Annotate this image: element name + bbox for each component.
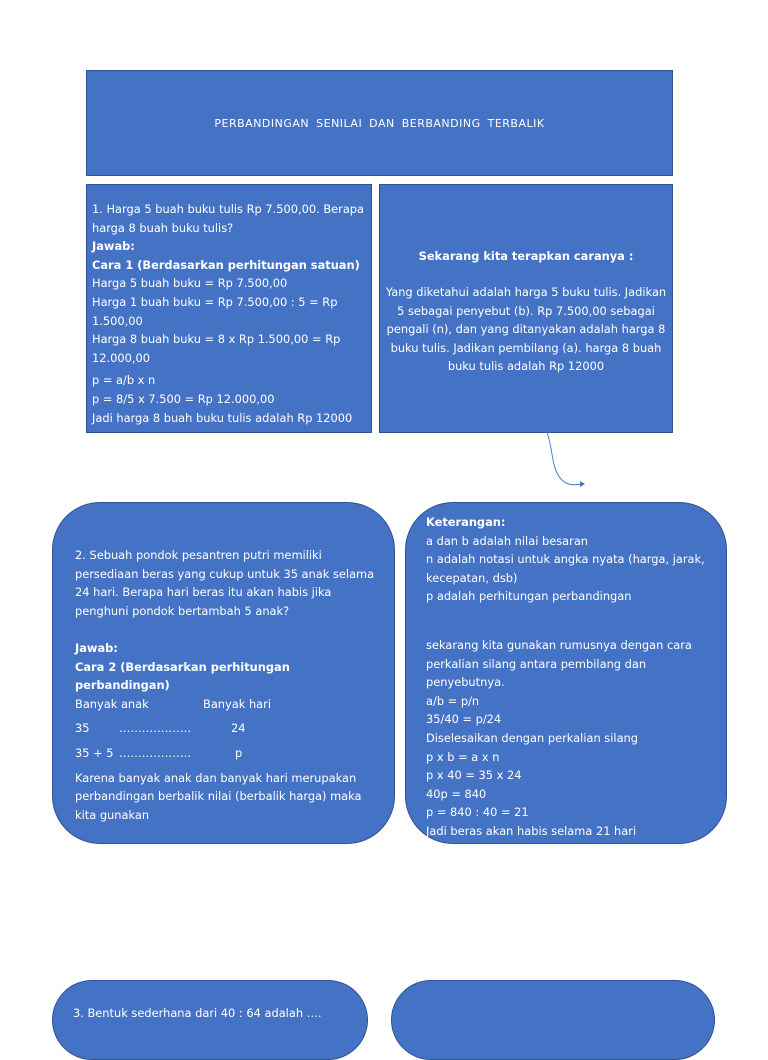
formula-line: p = 840 : 40 = 21 — [426, 805, 529, 820]
calc-line: Harga 1 buah buku = Rp 7.500,00 : 5 = Rp 1.500,00 — [92, 294, 338, 328]
conclusion-line: Jadi beras akan habis selama 21 hari — [426, 823, 637, 838]
calc-line: Harga 5 buah buku = Rp 7.500,00 — [92, 276, 288, 291]
page-title: PERBANDINGAN SENILAI DAN BERBANDING TERBALIK — [214, 116, 545, 130]
calc-line: Harga 8 buah buku = 8 x Rp 1.500,00 = Rp 12.000,00 — [92, 332, 341, 365]
panel-heading: Sekarang kita terapkan caranya : — [418, 249, 634, 263]
answer-3-panel — [391, 980, 715, 1060]
formula-line: a/b = p/n — [426, 693, 480, 708]
table-row — [75, 719, 384, 738]
question-text: 3. Bentuk sederhana dari 40 : 64 adalah …. — [73, 1006, 322, 1020]
definition-line: p adalah perhitungan perbandingan — [426, 589, 632, 604]
formula-line: 40p = 840 — [426, 786, 487, 801]
table-row — [75, 744, 384, 763]
question-text: 2. Sebuah pondok pesantren putri memiliki persediaan beras yang cukup untuk 35 anak selama 24 hari. Berapa hari beras itu akan habis jika penghuni pondok bertambah 5 anak? — [75, 548, 375, 618]
example-2-panel — [52, 502, 395, 844]
example-3-panel — [52, 980, 368, 1060]
formula-line: 35/40 = p/24 — [426, 712, 502, 727]
column-header: Banyak anak — [75, 696, 149, 711]
column-header: Banyak hari — [203, 696, 271, 711]
title-banner — [86, 70, 673, 176]
note-text: Karena banyak anak dan banyak hari merupakan perbandingan berbalik nilai (berbalik harga) maka kita gunakan — [75, 770, 362, 822]
method-label: Cara 2 (Berdasarkan perhitungan perbandingan) — [75, 659, 290, 693]
question-text: 1. Harga 5 buah buku tulis Rp 7.500,00. Berapa harga 8 buah buku tulis? — [92, 202, 365, 235]
answer-label: Jawab: — [92, 239, 135, 254]
definition-line: n adalah notasi untuk angka nyata (harga, jarak, kecepatan, dsb) — [426, 552, 705, 585]
cell-value: p — [235, 745, 243, 760]
cell-value: 35 — [75, 721, 90, 736]
formula-line: p x b = a x n — [426, 749, 500, 764]
curved-arrow-connector — [540, 428, 590, 492]
explanation-panel — [405, 502, 727, 844]
dotted-leader: ………………. — [119, 721, 191, 736]
cell-value: 35 + 5 — [75, 745, 114, 760]
definition-line: a dan b adalah nilai besaran — [426, 533, 589, 548]
dotted-leader: ………………. — [119, 745, 191, 760]
formula-line: p = a/b x n — [92, 373, 156, 388]
method-label: Cara 1 (Berdasarkan perhitungan satuan) — [92, 257, 360, 272]
conclusion-line: Jadi harga 8 buah buku tulis adalah Rp 12000 — [92, 410, 353, 425]
formula-line: p x 40 = 35 x 24 — [426, 768, 522, 783]
panel-heading: Keterangan: — [426, 515, 506, 529]
answer-label: Jawab: — [75, 640, 118, 655]
instruction-text: sekarang kita gunakan rumusnya dengan cara perkalian silang antara pembilang dan penyebutnya. — [426, 637, 692, 690]
cell-value: 24 — [231, 721, 246, 736]
calc-line: p = 8/5 x 7.500 = Rp 12.000,00 — [92, 391, 275, 406]
step-line: Diselesaikan dengan perkalian silang — [426, 730, 638, 745]
application-panel — [379, 184, 673, 433]
table-header-row — [75, 695, 384, 714]
explanation-text: Yang diketahui adalah harga 5 buku tulis. Jadikan 5 sebagai penyebut (b). Rp 7.500,00 sebagai pengali (n), dan yang ditanyakan adalah harga 8 buku tulis. Jadikan pembilang (a). harga 8 buah buku tulis adalah Rp 12000 — [385, 285, 667, 374]
example-1-panel — [86, 184, 372, 433]
